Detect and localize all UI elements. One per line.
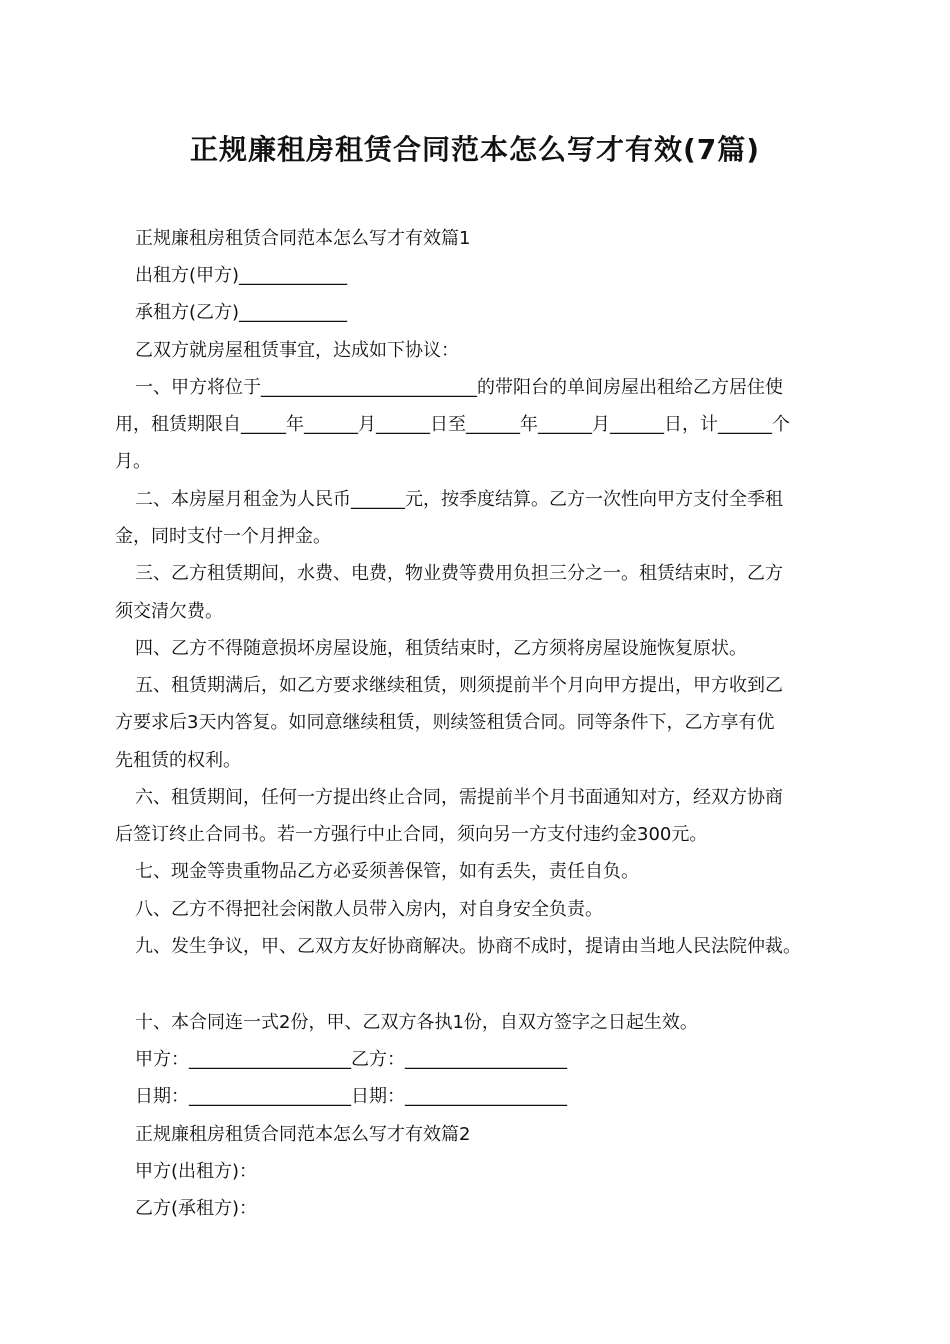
paragraph-line: 三、乙方租赁期间，水费、电费，物业费等费用负担三分之一。租赁结束时，乙方 bbox=[135, 563, 783, 584]
paragraph-line: 先租赁的权利。 bbox=[115, 750, 241, 771]
paragraph-line: 十、本合同连一式2份，甲、乙双方各执1份，自双方签字之日起生效。 bbox=[135, 1012, 698, 1033]
paragraph-line: 乙方(承租方)： bbox=[135, 1198, 258, 1219]
paragraph-line: 后签订终止合同书。若一方强行中止合同，须向另一方支付违约金300元。 bbox=[115, 824, 708, 845]
paragraph-line: 八、乙方不得把社会闲散人员带入房内，对自身安全负责。 bbox=[135, 899, 603, 920]
paragraph-line: 七、现金等贵重物品乙方必妥须善保管，如有丢失，责任自负。 bbox=[135, 861, 639, 882]
paragraph-line: 月。 bbox=[115, 451, 151, 472]
signature-line: 甲方：__________________乙方：__________________ bbox=[135, 1049, 567, 1070]
paragraph-line: 六、租赁期间，任何一方提出终止合同，需提前半个月书面通知对方，经双方协商 bbox=[135, 787, 783, 808]
paragraph-line: 二、本房屋月租金为人民币______元，按季度结算。乙方一次性向甲方支付全季租 bbox=[135, 489, 783, 510]
document-title: 正规廉租房租赁合同范本怎么写才有效(7篇) bbox=[189, 133, 761, 166]
paragraph-line: 乙双方就房屋租赁事宜，达成如下协议： bbox=[135, 340, 459, 361]
date-line: 日期：__________________日期：__________________ bbox=[135, 1086, 567, 1107]
paragraph-line: 九、发生争议，甲、乙双方友好协商解决。协商不成时，提请由当地人民法院仲裁。 bbox=[135, 936, 801, 957]
paragraph-line: 须交清欠费。 bbox=[115, 601, 223, 622]
paragraph-line: 出租方(甲方)____________ bbox=[135, 265, 348, 286]
section-heading: 正规廉租房租赁合同范本怎么写才有效篇1 bbox=[135, 228, 471, 249]
paragraph-line: 四、乙方不得随意损坏房屋设施，租赁结束时，乙方须将房屋设施恢复原状。 bbox=[135, 638, 747, 659]
section-heading: 正规廉租房租赁合同范本怎么写才有效篇2 bbox=[135, 1124, 471, 1145]
paragraph-line: 承租方(乙方)____________ bbox=[135, 302, 348, 323]
paragraph-line: 金，同时支付一个月押金。 bbox=[115, 526, 331, 547]
paragraph-line: 方要求后3天内答复。如同意继续租赁，则续签租赁合同。同等条件下，乙方享有优 bbox=[115, 712, 775, 733]
paragraph-line: 用，租赁期限自_____年______月______日至______年______月______日，计______个 bbox=[115, 414, 790, 435]
paragraph-line: 五、租赁期满后，如乙方要求继续租赁，则须提前半个月向甲方提出，甲方收到乙 bbox=[135, 675, 783, 696]
paragraph-line: 甲方(出租方)： bbox=[135, 1161, 258, 1182]
paragraph-line: 一、甲方将位于________________________的带阳台的单间房屋出租给乙方居住使 bbox=[135, 377, 783, 398]
